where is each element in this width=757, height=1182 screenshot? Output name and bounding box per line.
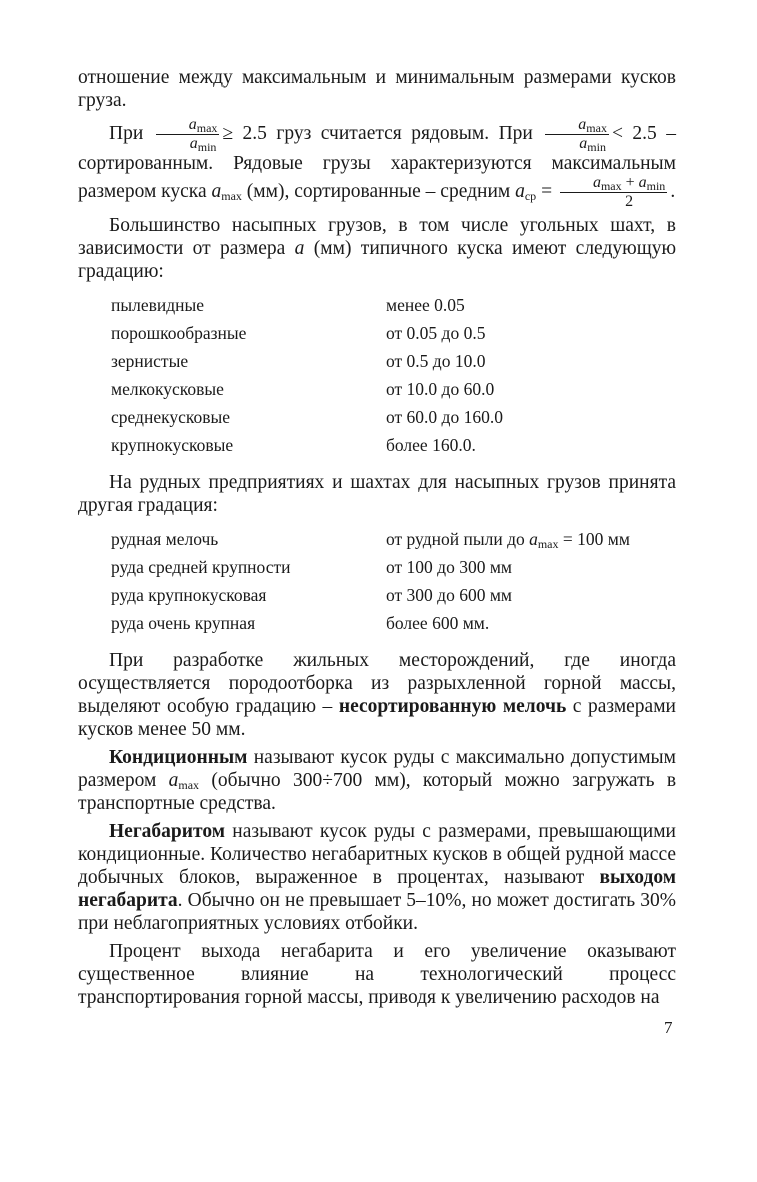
table-row: пылевидные менее 0.05: [111, 295, 465, 315]
paragraph-5: При разработке жильных месторождений, где иногда осуществляется породоотборка из разрыхленной горной массы, выделяют особую градацию – несортированную мелочь с размерами кусков менее 50 мм.: [78, 650, 676, 740]
fraction-average: $\frac{a_{max} + a_{min}}{2}$: [560, 175, 667, 210]
table-row: среднекусковые от 60.0 до 160.0: [111, 407, 503, 427]
paragraph-1: отношение между максимальным и минимальным размерами кусков груза.: [78, 67, 676, 111]
table-row: крупнокусковые более 160.0.: [111, 435, 476, 455]
table-row: руда очень крупная более 600 мм.: [111, 613, 490, 633]
paragraph-7: Негабаритом называют кусок руды с размерами, превышающими кондиционные. Количество негабаритных кусков в общей рудной массе добычных блоков, выраженное в процентах, называют выходом негабарита. Обычно он не превышает 5–10%, но может достигать 30% при неблагоприятных условиях отбойки.: [78, 821, 677, 934]
gradation-table-2: [111, 525, 676, 637]
paragraph-8: Процент выхода негабарита и его увеличение оказывают существенное влияние на технологический процесс транспортирования горной массы, приводя к увеличению расходов на: [78, 941, 676, 1008]
table-row: руда крупнокусковая от 300 до 600 мм: [111, 585, 512, 605]
paragraph-2: При $\frac{a_{max}}{a_{min}}$ ≥ 2.5 груз считается рядовым. При $\frac{a_{max}}{a_{min}}$ < 2.5 – сортированным. Рядовые грузы характеризуются максимальным размером куска $a_{max}$ (мм), сортированные – средним $a_{ср}$ = $\frac{a_{max} + a_{min}}{2}$ .: [78, 116, 676, 210]
paragraph-4: На рудных предприятиях и шахтах для насыпных грузов принята другая градация:: [78, 472, 676, 516]
fraction-amax-amin: $\frac{a_{max}}{a_{min}}$: [156, 117, 220, 152]
paragraph-3: Большинство насыпных грузов, в том числе угольных шахт, в зависимости от размера a (мм) типичного куска имеют следующую градацию:: [78, 215, 677, 282]
table-row: зернистые от 0.5 до 10.0: [111, 351, 486, 371]
table-row: порошкообразные от 0.05 до 0.5: [111, 323, 486, 343]
fraction-amax-amin-2: $\frac{a_{max}}{a_{min}}$: [545, 117, 609, 152]
paragraph-6: Кондиционным называют кусок руды с максимально допустимым размером $a_{max}$ (обычно 300÷700 мм), который можно загружать в транспортные средства.: [78, 747, 677, 814]
table-row: мелкокусковые от 10.0 до 60.0: [111, 379, 495, 399]
table-row: рудная мелочь от рудной пыли до $a_{max} = 100$ мм: [111, 529, 630, 551]
page-body: [78, 66, 676, 1014]
table-row: руда средней крупности от 100 до 300 мм: [111, 557, 512, 577]
gradation-table-1: [111, 291, 676, 459]
page-number: 7: [664, 1018, 673, 1037]
